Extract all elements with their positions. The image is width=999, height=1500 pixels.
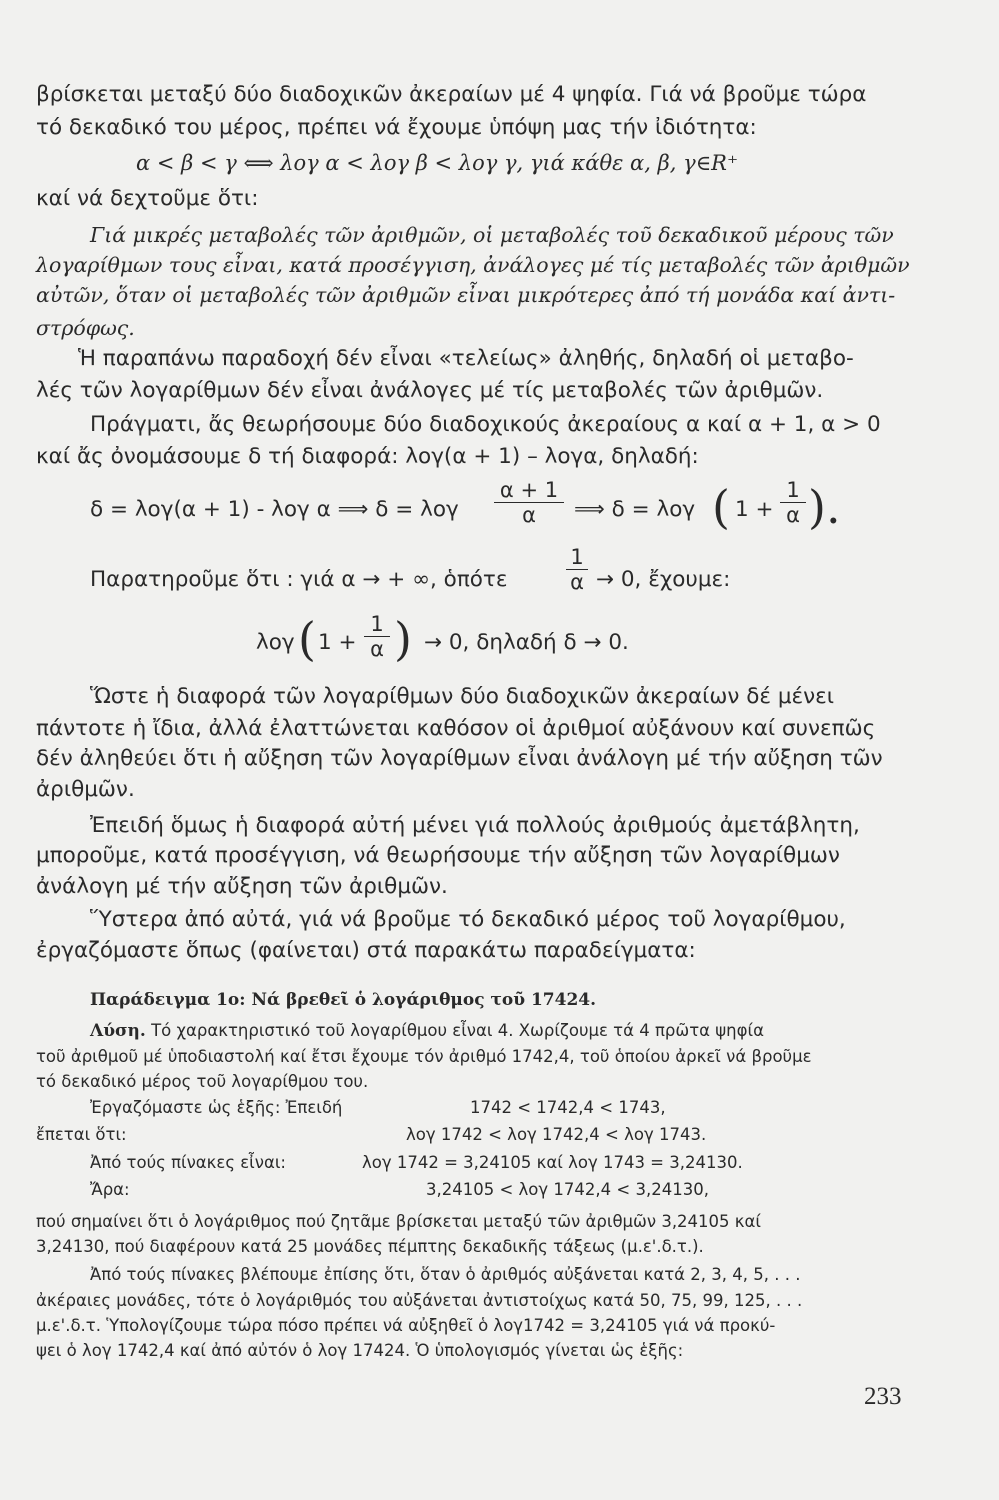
limit-expression: λογ — [256, 630, 295, 655]
example-line-label: ἔπεται ὅτι: — [36, 1125, 127, 1144]
example-line: ψει ὁ λογ 1742,4 καί ἀπό αὐτόν ὁ λογ 17424. Ὁ ὑπολογισμός γίνεται ὡς ἑξῆς: — [36, 1341, 684, 1360]
example-line-value: λογ 1742 = 3,24105 καί λογ 1743 = 3,24130. — [362, 1153, 743, 1172]
fraction-1-over-a — [566, 545, 588, 594]
text-line: πάντοτε ἡ ἴδια, ἀλλά ἐλαττώνεται καθόσον οἱ ἀριθμοί αὐξάνουν καί συνεπῶς — [36, 716, 876, 741]
fraction-a-plus-1-over-a — [494, 478, 564, 527]
right-paren: ). — [808, 480, 841, 534]
example-line-label: Ἀπό τούς πίνακες εἶναι: — [90, 1153, 286, 1172]
example-line: τό δεκαδικό μέρος τοῦ λογαρίθμου του. — [36, 1072, 369, 1091]
text-line: ἐργαζόμαστε ὅπως (φαίνεται) στά παρακάτω παραδείγματα: — [36, 938, 696, 963]
solution-label: Λύση. — [90, 1021, 146, 1041]
observation-line: Παρατηροῦμε ὅτι : γιά α → + ∞, ὁπότε — [90, 567, 508, 592]
example-line: τοῦ ἀριθμοῦ μέ ὑποδιαστολή καί ἔτσι ἔχουμε τόν ἀριθμό 1742,4, τοῦ ὁποίου ἀρκεῖ νά βροῦμε — [36, 1047, 812, 1066]
text-line: Ὕστερα ἀπό αὐτά, γιά νά βροῦμε τό δεκαδικό μέρος τοῦ λογαρίθμου, — [90, 907, 846, 932]
text-line: καί ἄς ὀνομάσουμε δ τή διαφορά: λογ(α + 1) – λογα, δηλαδή: — [36, 444, 699, 469]
text-line: βρίσκεται μεταξύ δύο διαδοχικῶν ἀκεραίων μέ 4 ψηφία. Γιά νά βροῦμε τώρα — [36, 82, 867, 107]
text-line: Ὥστε ἡ διαφορά τῶν λογαρίθμων δύο διαδοχικῶν ἀκεραίων δέ μένει — [90, 684, 835, 709]
fraction-numerator: α + 1 — [499, 478, 559, 502]
text-line: ἀνάλογη μέ τήν αὔξηση τῶν ἀριθμῶν. — [36, 874, 448, 899]
left-paren: ( — [298, 612, 316, 666]
limit-expression-end: → 0, δηλαδή δ → 0. — [424, 630, 629, 655]
equation-delta: δ = λογ(α + 1) - λογ α ⟹ δ = λογ — [90, 497, 459, 522]
example-line: πού σημαίνει ὅτι ὁ λογάριθμος πού ζητᾶμε βρίσκεται μεταξύ τῶν ἀριθμῶν 3,24105 καί — [36, 1212, 761, 1231]
example-line-value: λογ 1742 < λογ 1742,4 < λογ 1743. — [406, 1125, 707, 1144]
text-line: καί νά δεχτοῦμε ὅτι: — [36, 186, 259, 211]
one-plus: 1 + — [735, 497, 774, 522]
italic-statement: λογαρίθμων τους εἶναι, κατά προσέγγιση, ἀνάλογες μέ τίς μεταβολές τῶν ἀριθμῶν — [36, 253, 910, 277]
fraction-1-over-a — [780, 478, 806, 527]
text-line: Πράγματι, ἄς θεωρήσουμε δύο διαδοχικούς ἀκεραίους α καί α + 1, α > 0 — [90, 412, 881, 437]
example-line-value: 1742 < 1742,4 < 1743, — [470, 1098, 666, 1117]
text-line: τό δεκαδικό του μέρος, πρέπει νά ἔχουμε ὑπόψη μας τήν ἰδιότητα: — [36, 115, 757, 140]
example-line — [90, 1020, 764, 1042]
fraction-numerator: 1 — [570, 545, 584, 569]
example-line-value: 3,24105 < λογ 1742,4 < 3,24130, — [426, 1180, 709, 1199]
observation-line-end: → 0, ἔχουμε: — [596, 567, 731, 592]
text-line: ἀριθμῶν. — [36, 777, 135, 802]
example-line: Ἀπό τούς πίνακες βλέπουμε ἐπίσης ὅτι, ὅταν ὁ ἀριθμός αὐξάνεται κατά 2, 3, 4, 5, . . . — [90, 1265, 801, 1284]
text-line: μποροῦμε, κατά προσέγγιση, νά θεωρήσουμε τήν αὔξηση τῶν λογαρίθμων — [36, 843, 840, 868]
example-line-label: Ἄρα: — [90, 1180, 130, 1199]
text-line: Ἐπειδή ὅμως ἡ διαφορά αὐτή μένει γιά πολλούς ἀριθμούς ἀμετάβλητη, — [90, 813, 860, 838]
equation-delta-rhs: ⟹ δ = λογ — [574, 497, 696, 522]
example-line-label: Ἐργαζόμαστε ὡς ἑξῆς: Ἐπειδή — [90, 1098, 343, 1117]
example-line: 3,24130, πού διαφέρουν κατά 25 μονάδες πέμπτης δεκαδικῆς τάξεως (μ.ε'.δ.τ.). — [36, 1237, 704, 1256]
fraction-1-over-a — [364, 612, 390, 661]
example-title: Παράδειγμα 1ο: Νά βρεθεῖ ὁ λογάριθμος τοῦ 17424. — [90, 990, 597, 1010]
italic-statement: στρόφως. — [36, 316, 135, 340]
one-plus: 1 + — [318, 630, 357, 655]
example-text: Τό χαρακτηριστικό τοῦ λογαρίθμου εἶναι 4. Χωρίζουμε τά 4 πρῶτα ψηφία — [151, 1021, 764, 1040]
italic-statement: αὐτῶν, ὅταν οἱ μεταβολές τῶν ἀριθμῶν εἶναι μικρότερες ἀπό τή μονάδα καί ἀντι- — [36, 283, 896, 307]
fraction-denominator: α — [570, 570, 584, 594]
text-line: δέν ἀληθεύει ὅτι ἡ αὔξηση τῶν λογαρίθμων εἶναι ἀνάλογη μέ τήν αὔξηση τῶν — [36, 746, 883, 771]
italic-statement: Γιά μικρές μεταβολές τῶν ἀριθμῶν, οἱ μεταβολές τοῦ δεκαδικοῦ μέρους τῶν — [90, 223, 894, 247]
page-number: 233 — [864, 1383, 902, 1410]
math-property: α < β < γ ⟺ λογ α < λογ β < λογ γ, γιά κάθε α, β, γ∈R⁺ — [136, 151, 739, 175]
fraction-numerator: 1 — [786, 478, 800, 502]
left-paren: ( — [712, 480, 730, 534]
right-paren: ) — [394, 612, 412, 666]
text-line: λές τῶν λογαρίθμων δέν εἶναι ἀνάλογες μέ τίς μεταβολές τῶν ἀριθμῶν. — [36, 378, 824, 403]
fraction-numerator: 1 — [370, 612, 384, 636]
fraction-denominator: α — [370, 637, 384, 661]
fraction-denominator: α — [522, 503, 536, 527]
text-line: Ἡ παραπάνω παραδοχή δέν εἶναι «τελείως» ἀληθής, δηλαδή οἱ μεταβο- — [78, 346, 854, 371]
example-line: ἀκέραιες μονάδες, τότε ὁ λογάριθμός του αὐξάνεται ἀντιστοίχως κατά 50, 75, 99, 125, . . . — [36, 1291, 803, 1310]
fraction-denominator: α — [786, 503, 800, 527]
example-line: μ.ε'.δ.τ. Ὑπολογίζουμε τώρα πόσο πρέπει νά αὐξηθεῖ ὁ λογ1742 = 3,24105 γιά νά προκύ- — [36, 1316, 776, 1335]
